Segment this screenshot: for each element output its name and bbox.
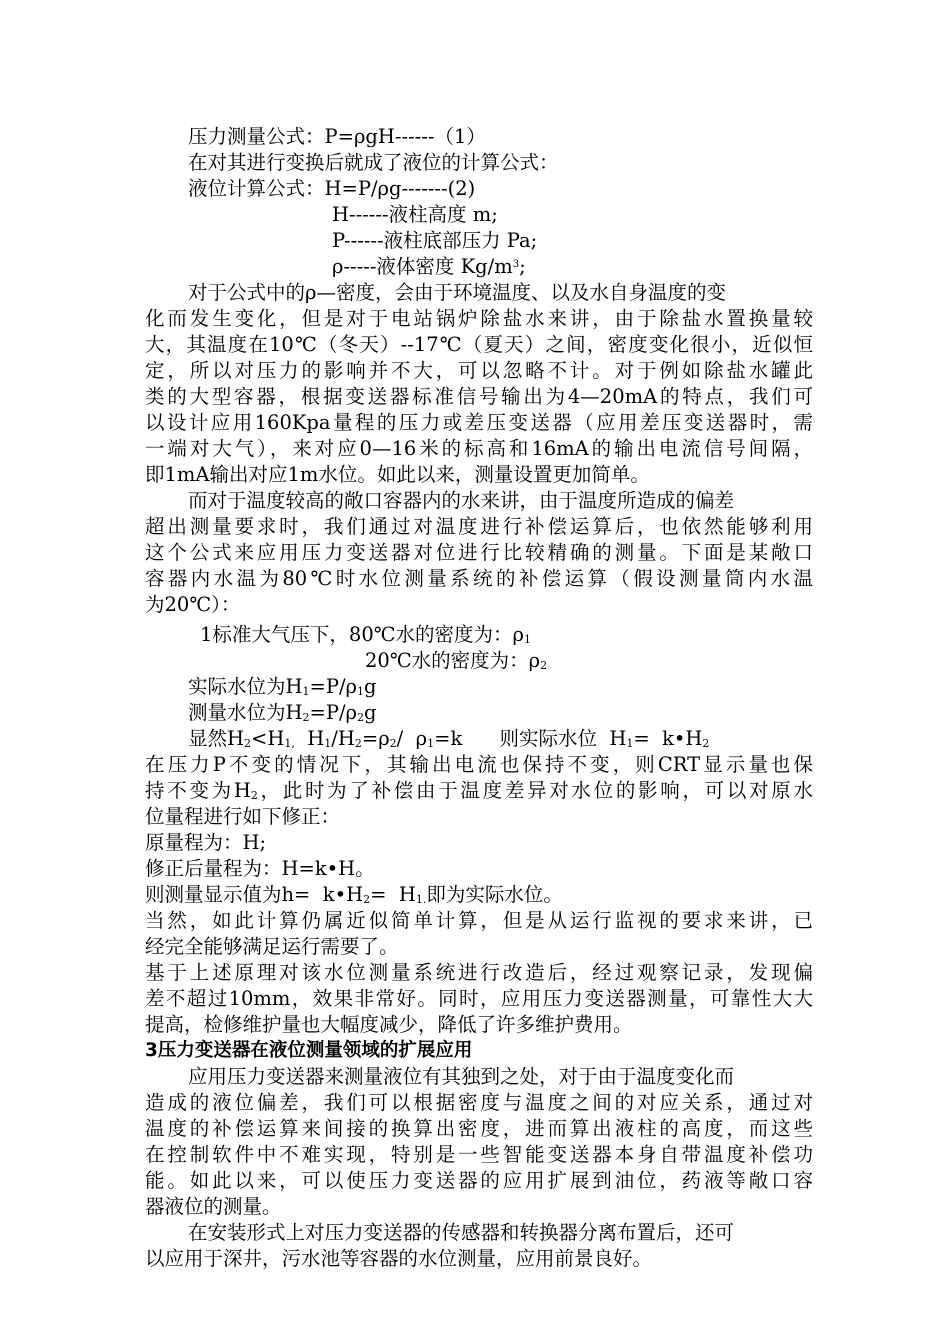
- paragraph-line: 为20℃）：: [145, 593, 241, 616]
- measured-level-formula: 测量水位为$H_2=P/\rho_2g$: [188, 701, 377, 724]
- ratio-formula: 显然$H_2<H_{1,}$ $H_1/H_2=\rho_2/$ $\rho_1=k$ 则实际水位 $H_1=$ $k•H_2$: [188, 727, 710, 750]
- paragraph-line: 这个公式来应用压力变送器对位进行比较精确的测量。下面是某敞口: [145, 541, 813, 564]
- paragraph-line: 即1mA输出对应1m水位。如此以来，测量设置更加简单。: [145, 463, 650, 486]
- density-20: 20℃水的密度为：$\rho_2$: [365, 649, 548, 672]
- paragraph-line: 当然，如此计算仍属近似简单计算，但是从运行监视的要求来讲，已: [145, 909, 813, 932]
- def-rho: ρ-----液体密度 $Kg/m^3$;: [332, 255, 526, 278]
- paragraph-line: 差不超过10mm，效果非常好。同时，应用压力变送器测量，可靠性大大: [145, 987, 813, 1010]
- paragraph-line: 器液位的测量。: [145, 1195, 282, 1218]
- paragraph-line: 而对于温度较高的敞口容器内的水来讲，由于温度所造成的偏差: [188, 489, 735, 512]
- formula-level: 液位计算公式：H=P/ρg-------(2): [188, 177, 476, 200]
- paragraph-line: 以应用于深井，污水池等容器的水位测量，应用前景良好。: [145, 1247, 653, 1270]
- paragraph-line: 化而发生变化，但是对于电站锅炉除盐水来讲，由于除盐水置换量较: [145, 307, 813, 330]
- display-value: 则测量显示值为$h= k•H_2= H_{1.}$即为实际水位。: [145, 883, 563, 906]
- paragraph-line: 大，其温度在10℃（冬天）--17℃（夏天）之间，密度变化很小，近似恒: [145, 333, 813, 356]
- def-p: P------液柱底部压力 Pa;: [332, 229, 538, 252]
- paragraph-line: 对于公式中的ρ—密度，会由于环境温度、以及水自身温度的变: [188, 281, 726, 304]
- paragraph-line: 持不变为$H_2$，此时为了补偿由于温度差异对水位的影响，可以对原水: [145, 779, 813, 802]
- paragraph-line: 应用压力变送器来测量液位有其独到之处，对于由于温度变化而: [188, 1065, 735, 1088]
- paragraph-line: 位量程进行如下修正：: [145, 805, 341, 828]
- paragraph-line: 基于上述原理对该水位测量系统进行改造后，经过观察记录，发现偏: [145, 961, 813, 984]
- def-h: H------液柱高度 m;: [332, 203, 498, 226]
- section-heading: 3压力变送器在液位测量领域的扩展应用: [145, 1040, 473, 1061]
- paragraph-line: 在压力P不变的情况下，其输出电流也保持不变，则CRT显示量也保: [145, 753, 813, 776]
- paragraph-line: 温度的补偿运算来间接的换算出密度，进而算出液柱的高度，而这些: [145, 1117, 813, 1140]
- paragraph-line: 容器内水温为80℃时水位测量系统的补偿运算（假设测量筒内水温: [145, 567, 813, 590]
- paragraph-line: 提高，检修维护量也大幅度减少，降低了许多维护费用。: [145, 1013, 633, 1036]
- paragraph-line: 能。如此以来，可以使压力变送器的应用扩展到油位，药液等敞口容: [145, 1169, 813, 1192]
- corrected-range: 修正后量程为：H=k•H。: [145, 857, 375, 880]
- paragraph-line: 超出测量要求时，我们通过对温度进行补偿运算后，也依然能够利用: [145, 515, 813, 538]
- paragraph-line: 在控制软件中不难实现，特别是一些智能变送器本身自带温度补偿功: [145, 1143, 813, 1166]
- paragraph-line: 以设计应用160Kpa量程的压力或差压变送器（应用差压变送器时，需: [145, 411, 813, 434]
- paragraph-line: 在安装形式上对压力变送器的传感器和转换器分离布置后，还可: [188, 1221, 735, 1244]
- density-80: 1标准大气压下，80℃水的密度为：$\rho_1$: [200, 623, 531, 646]
- paragraph-line: 经完全能够满足运行需要了。: [145, 935, 399, 958]
- paragraph-line: 类的大型容器，根据变送器标准信号输出为4—20mA的特点，我们可: [145, 385, 813, 408]
- paragraph-line: 造成的液位偏差，我们可以根据密度与温度之间的对应关系，通过对: [145, 1091, 813, 1114]
- actual-level-formula: 实际水位为$H_1=P/\rho_1g$: [188, 675, 377, 698]
- paragraph-line: 定，所以对压力的影响并不大，可以忽略不计。对于例如除盐水罐此: [145, 359, 813, 382]
- paragraph-line: 一端对大气），来对应0—16米的标高和16mA的输出电流信号间隔，: [145, 437, 813, 460]
- formula-intro: 在对其进行变换后就成了液位的计算公式：: [188, 151, 559, 174]
- original-range: 原量程为：H;: [145, 831, 267, 854]
- formula-pressure: 压力测量公式：P=ρgH------（1）: [188, 125, 486, 148]
